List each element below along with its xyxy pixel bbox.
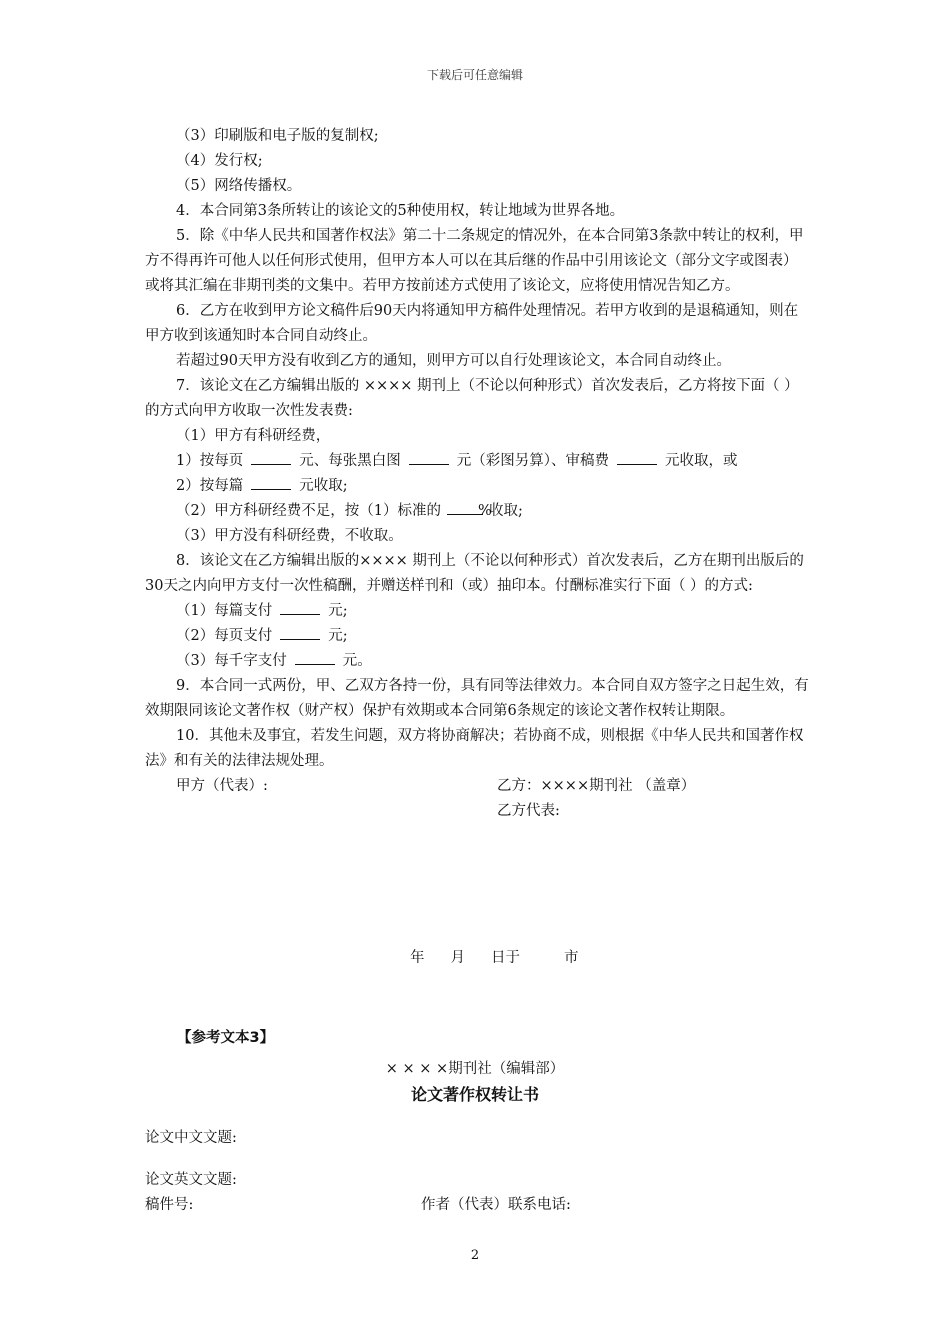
- clause-7-option-1-sub-2: [145, 474, 810, 499]
- text: （2）每页支付: [176, 628, 273, 644]
- clause-item: （3）印刷版和电子版的复制权;: [176, 128, 379, 144]
- text: 元;: [328, 628, 348, 644]
- fill-blank: [447, 499, 492, 519]
- clause-6: 6．乙方在收到甲方论文稿件后90天内将通知甲方稿件处理情况。若甲方收到的是退稿通知，则在甲方收到该通知时本合同自动终止。: [145, 303, 799, 344]
- fill-blank: [280, 599, 320, 615]
- text: 元（彩图另算）、审稿费: [456, 453, 609, 469]
- clause-7-option-3: （3）甲方没有科研经费，不收取。: [176, 528, 403, 544]
- percent-sign: %: [477, 503, 492, 519]
- clause-7-option-1: （1）甲方有科研经费，: [176, 428, 331, 444]
- date-day: 日于: [491, 950, 520, 966]
- text: 2）按每篇: [176, 478, 244, 494]
- text: 收取;: [488, 503, 523, 519]
- fill-blank: [617, 449, 657, 465]
- clause-7-option-2: [145, 499, 810, 524]
- publisher-line: × × × ×期刊社（编辑部）: [385, 1061, 565, 1077]
- clause-6-continued: 若超过90天甲方没有收到乙方的通知，则甲方可以自行处理该论文，本合同自动终止。: [176, 353, 731, 369]
- clause-8-option-1: [145, 599, 810, 624]
- text: 元、每张黑白图: [299, 453, 401, 469]
- text: 元。: [342, 653, 372, 669]
- text: 元;: [328, 603, 348, 619]
- author-phone-field: 作者（代表）联系电话:: [421, 1197, 571, 1213]
- date-year: 年: [410, 950, 425, 966]
- party-b-representative: 乙方代表:: [497, 803, 560, 819]
- clause-item: （5）网络传播权。: [176, 178, 302, 194]
- fill-blank: [295, 649, 335, 665]
- reference-text-heading: 【参考文本3】: [177, 1030, 275, 1046]
- fill-blank: [280, 624, 320, 640]
- fill-blank: [409, 449, 449, 465]
- fill-blank: [251, 449, 291, 465]
- page-header-note: 下载后可任意编辑: [426, 68, 523, 82]
- clause-item: （4）发行权;: [176, 153, 263, 169]
- text: （3）每千字支付: [176, 653, 287, 669]
- text: 元收取;: [299, 478, 348, 494]
- chinese-title-field: 论文中文文题:: [145, 1130, 237, 1146]
- date-city: 市: [564, 950, 579, 966]
- contract-body: [145, 124, 810, 824]
- clause-10: 10．其他未及事宜，若发生问题，双方将协商解决；若协商不成，则根据《中华人民共和国著作权法》和有关的法律法规处理。: [145, 728, 804, 769]
- date-line: [410, 946, 605, 967]
- signature-row-2: [145, 799, 810, 824]
- clause-9: 9．本合同一式两份，甲、乙双方各持一份，具有同等法律效力。本合同自双方签字之日起生效，有效期限同该论文著作权（财产权）保护有效期或本合同第6条规定的该论文著作权转让期限。: [145, 678, 809, 719]
- party-b-signature: 乙方：××××期刊社 （盖章）: [497, 778, 696, 794]
- clause-8: 8．该论文在乙方编辑出版的×××× 期刊上（不论以何种形式）首次发表后，乙方在期刊出版后的30天之内向甲方支付一次性稿酬，并赠送样刊和（或）抽印本。付酬标准实行下面（ ）的方式:: [145, 553, 804, 594]
- clause-5: 5．除《中华人民共和国著作权法》第二十二条规定的情况外，在本合同第3条款中转让的权利，甲方不得再许可他人以任何形式使用，但甲方本人可以在其后继的作品中引用该论文（部分文字或图表）或将其汇编在非期刊类的文集中。若甲方按前述方式使用了该论文，应将使用情况告知乙方。: [145, 228, 804, 294]
- text: （2）甲方科研经费不足，按（1）标准的: [176, 503, 441, 519]
- manuscript-number-field: 稿件号:: [145, 1197, 194, 1213]
- signature-row: [145, 774, 810, 799]
- english-title-field: 论文英文文题:: [145, 1172, 237, 1188]
- party-a-signature: 甲方（代表）:: [176, 778, 268, 794]
- text: （1）每篇支付: [176, 603, 273, 619]
- clause-8-option-2: [145, 624, 810, 649]
- fill-blank: [251, 474, 291, 490]
- clause-7: 7．该论文在乙方编辑出版的 ×××× 期刊上（不论以何种形式）首次发表后，乙方将按下面（ ）的方式向甲方收取一次性发表费:: [145, 378, 799, 419]
- clause-7-option-1-sub-1: [145, 449, 810, 474]
- page-number: 2: [470, 1248, 480, 1263]
- text: 1）按每页: [176, 453, 244, 469]
- clause-8-option-3: [145, 649, 810, 674]
- date-month: 月: [450, 950, 465, 966]
- clause-4: 4．本合同第3条所转让的该论文的5种使用权，转让地域为世界各地。: [176, 203, 625, 219]
- text: 元收取，或: [664, 453, 738, 469]
- document-title: 论文著作权转让书: [410, 1085, 539, 1104]
